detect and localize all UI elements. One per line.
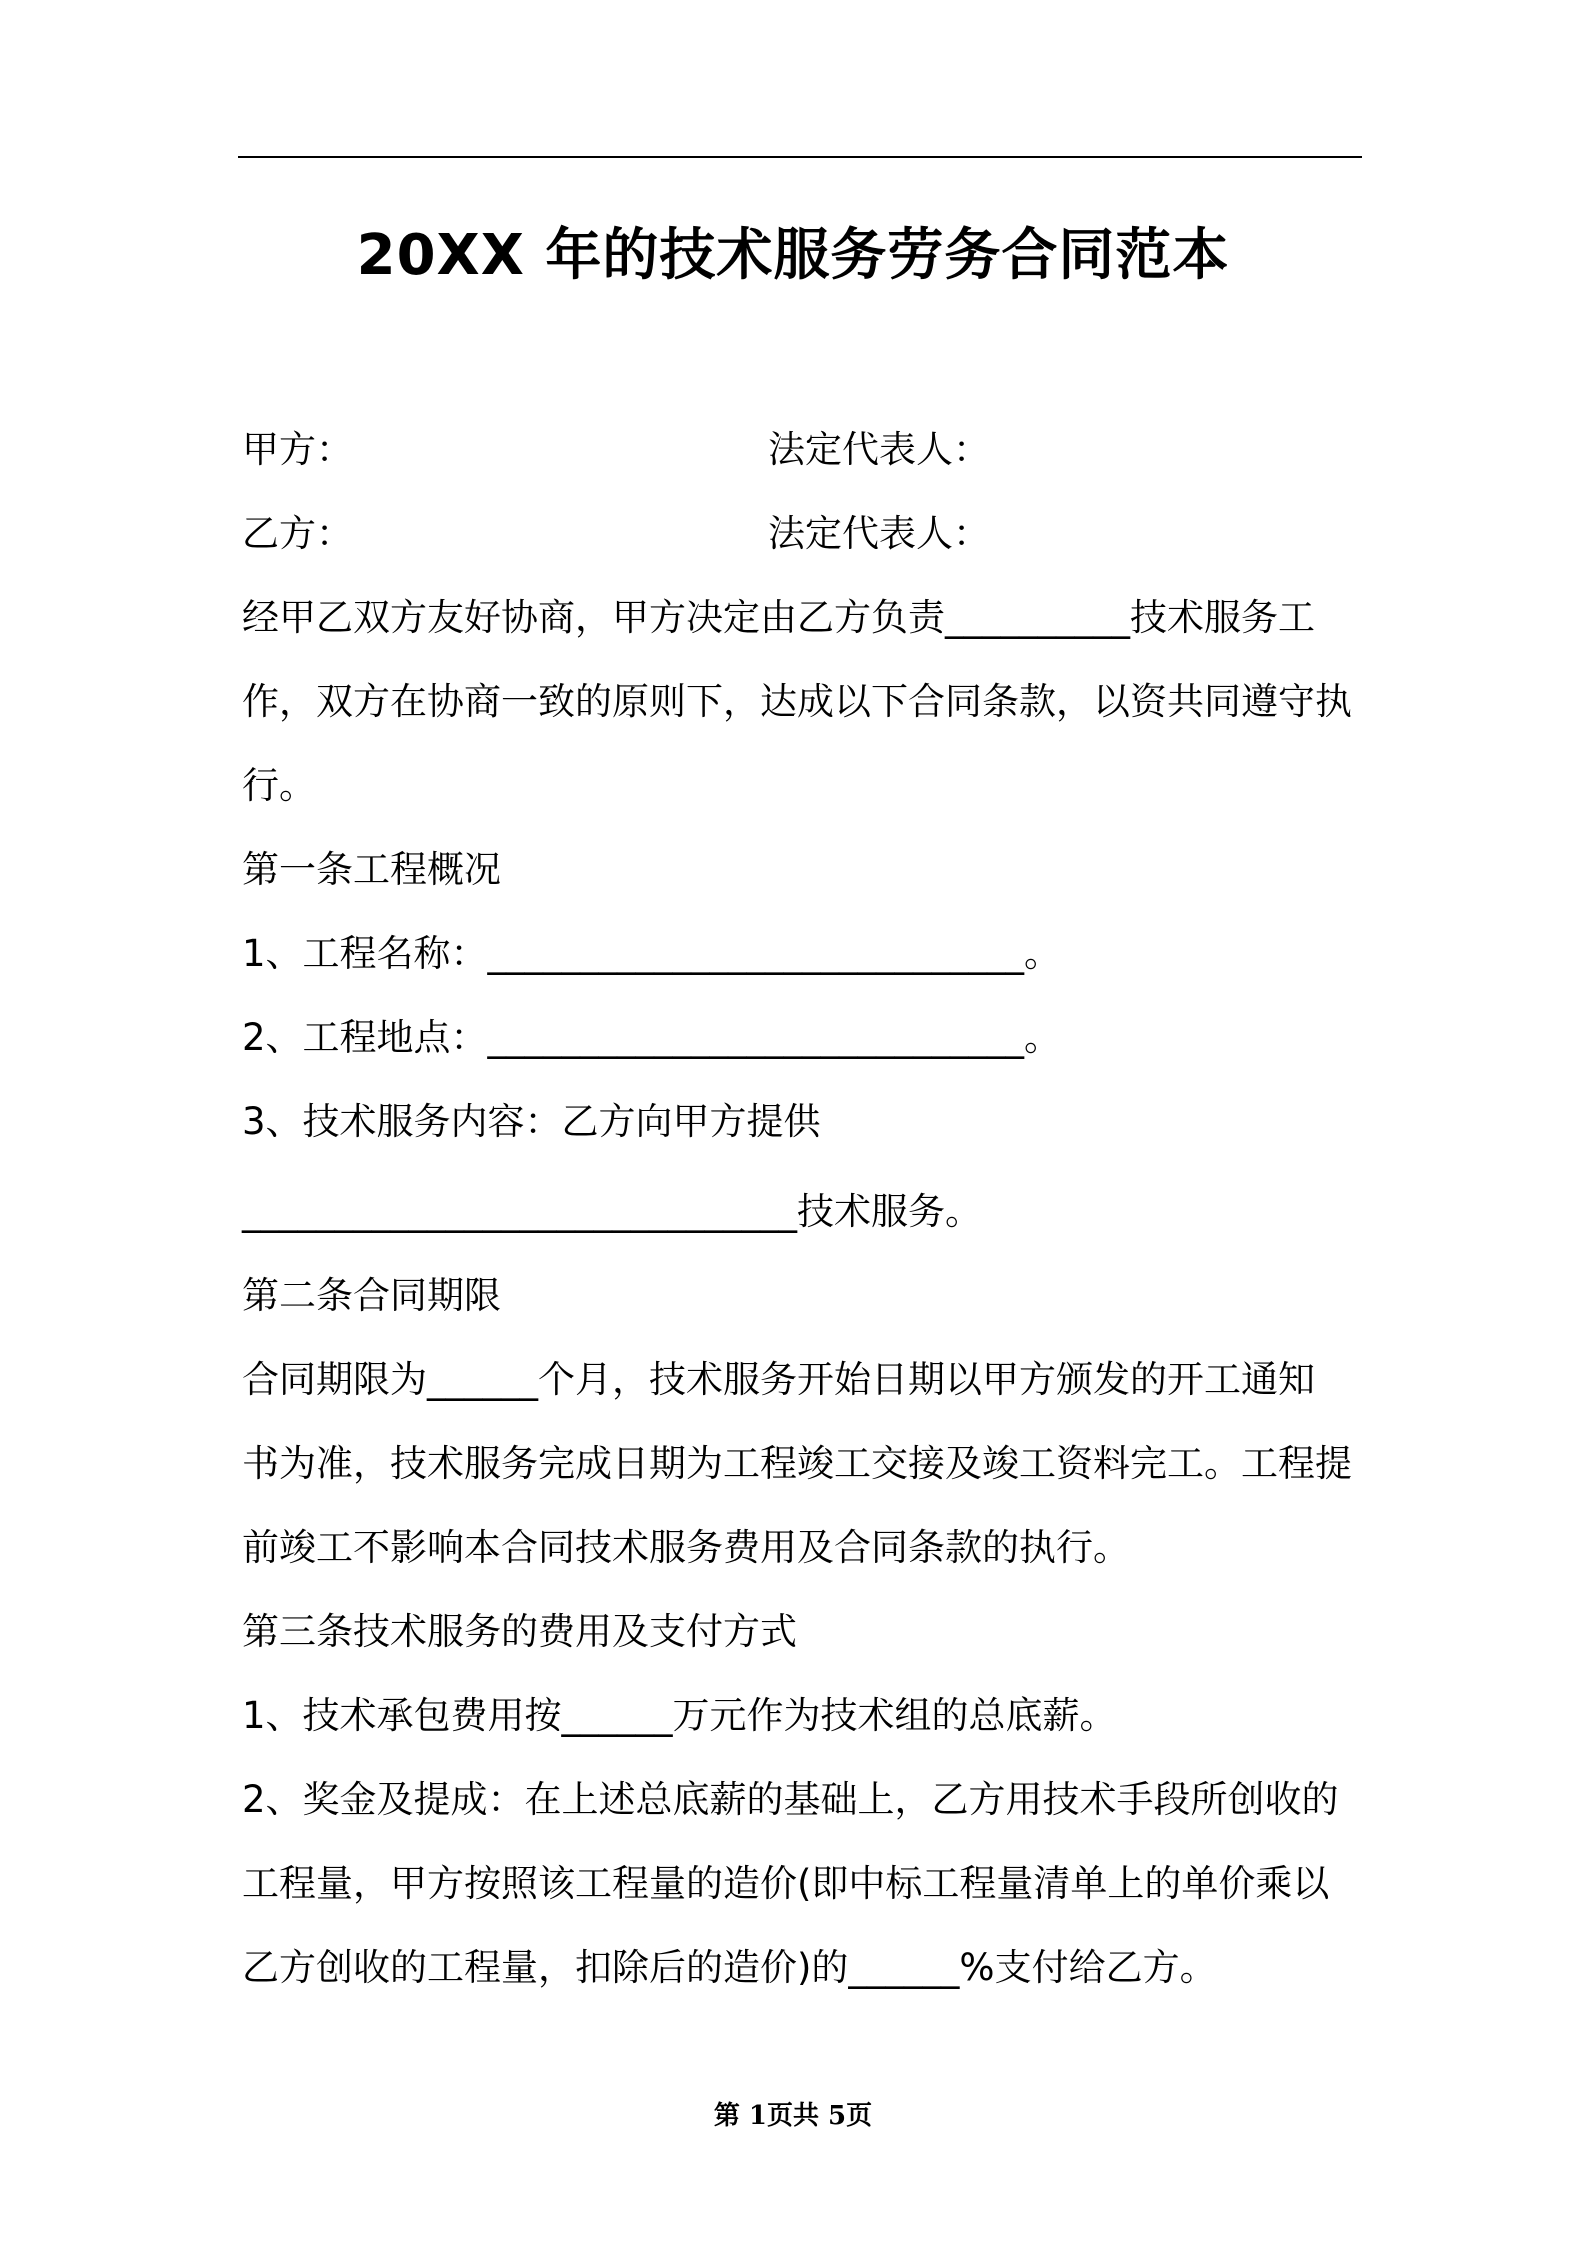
article-3-item-2-line: 2、奖金及提成：在上述总底薪的基础上，乙方用技术手段所创收的: [242, 1778, 1339, 1821]
party-a-line: [242, 408, 1366, 492]
article-2-line: 前竣工不影响本合同技术服务费用及合同条款的执行。: [242, 1526, 1130, 1569]
party-b-rep-label: 法定代表人：: [768, 512, 990, 555]
article-3-item-1: 1、技术承包费用按______万元作为技术组的总底薪。: [242, 1694, 1117, 1737]
article-2-line: 书为准，技术服务完成日期为工程竣工交接及竣工资料完工。工程提: [242, 1442, 1352, 1485]
party-b-label: 乙方：: [242, 512, 353, 555]
article-3-heading: 第三条技术服务的费用及支付方式: [242, 1610, 797, 1653]
article-1-heading: 第一条工程概况: [242, 848, 501, 891]
article-1-item-3-continued: ______________________________技术服务。: [242, 1190, 982, 1233]
intro-line: 行。: [242, 764, 316, 807]
article-3-item-2-line: 工程量，甲方按照该工程量的造价(即中标工程量清单上的单价乘以: [242, 1862, 1330, 1905]
document-title: 20XX 年的技术服务劳务合同范本: [356, 223, 1230, 288]
intro-line: 经甲乙双方友好协商，甲方决定由乙方负责__________技术服务工: [242, 596, 1315, 639]
article-1-item-3: 3、技术服务内容：乙方向甲方提供: [242, 1100, 821, 1143]
party-b-line: [242, 492, 1366, 576]
document-body: [242, 408, 1366, 2010]
intro-line: 作，双方在协商一致的原则下，达成以下合同条款，以资共同遵守执: [242, 680, 1352, 723]
party-a-rep-label: 法定代表人：: [768, 428, 990, 471]
article-3-item-2-line: 乙方创收的工程量，扣除后的造价)的______%支付给乙方。: [242, 1946, 1217, 1989]
header-rule: [238, 156, 1362, 158]
article-2-line: 合同期限为______个月，技术服务开始日期以甲方颁发的开工通知: [242, 1358, 1315, 1401]
article-1-item-1: 1、工程名称：_____________________________。: [242, 932, 1062, 975]
article-1-item-2: 2、工程地点：_____________________________。: [242, 1016, 1062, 1059]
article-2-heading: 第二条合同期限: [242, 1274, 501, 1317]
page-number: 第 1页共 5页: [713, 2101, 873, 2131]
party-a-label: 甲方：: [242, 428, 353, 471]
